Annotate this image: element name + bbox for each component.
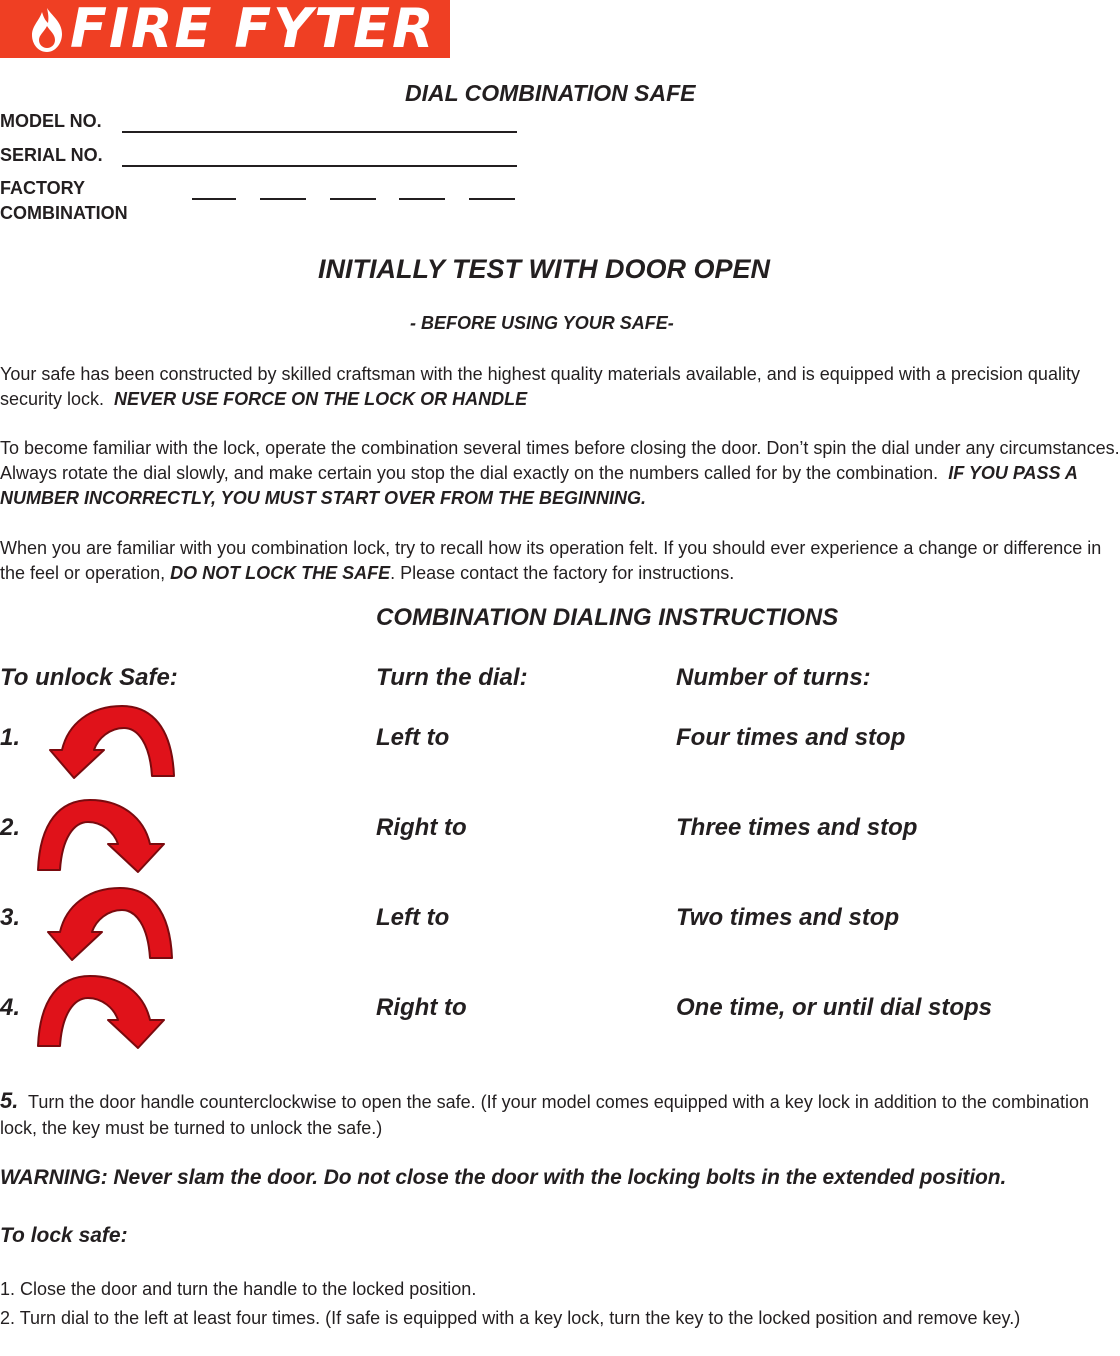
col-header-unlock: To unlock Safe: [0, 664, 178, 691]
combination-blank-5 [469, 198, 515, 200]
combination-blank-3 [330, 198, 376, 200]
paragraph-familiar-emphasis: IF YOU PASS A NUMBER INCORRECTLY, YOU MUST START OVER FROM THE BEGINNING. [0, 463, 1078, 508]
factory-combination-label-2: COMBINATION [0, 203, 128, 223]
step-2-number: 2. [0, 814, 21, 841]
brand-logo [0, 0, 450, 58]
lock-step-1: 1. Close the door and turn the handle to the locked position. [0, 1279, 477, 1299]
col-header-number: Number of turns: [676, 664, 871, 691]
model-number-label: MODEL NO. [0, 111, 102, 131]
paragraph-construction-emphasis: NEVER USE FORCE ON THE LOCK OR HANDLE [114, 389, 528, 409]
logo-text: FIRE FYTER [70, 0, 436, 60]
combination-blank-2 [260, 198, 306, 200]
before-heading: - BEFORE USING YOUR SAFE- [410, 313, 674, 333]
lock-step-2: 2. Turn dial to the left at least four times. (If safe is equipped with a key lock, turn the key to the locked position and remove key.) [0, 1308, 1021, 1328]
step-4-turns: One time, or until dial stops [676, 994, 993, 1021]
step-4-number: 4. [0, 994, 21, 1021]
step-1-number: 1. [0, 724, 21, 751]
step-5-number: 5. [0, 1088, 19, 1113]
step-5-paragraph [0, 1088, 1120, 1141]
serial-number-label: SERIAL NO. [0, 145, 103, 165]
col-header-turn: Turn the dial: [376, 664, 528, 691]
counterclockwise-arrow-icon [38, 882, 178, 962]
model-number-line [122, 131, 517, 133]
paragraph-construction [0, 362, 1120, 412]
step-3-direction: Left to [376, 904, 450, 931]
instructions-heading: COMBINATION DIALING INSTRUCTIONS [376, 604, 839, 631]
step-5-text: Turn the door handle counterclockwise to open the safe. (If your model comes equipped with a key lock in addition to the combination lock, the key must be turned to unlock the safe.) [0, 1092, 1089, 1138]
paragraph-feel [0, 536, 1120, 586]
step-2-direction: Right to [376, 814, 467, 841]
step-1-direction: Left to [376, 724, 450, 751]
serial-number-line [122, 165, 517, 167]
paragraph-familiar-text: To become familiar with the lock, operate the combination several times before closing the door. Don’t spin the dial under any circumstances. Always rotate the dial slowly, and make certain you stop the dial exactly on the numbers called for by the combination. [0, 438, 1120, 483]
step-2-turns: Three times and stop [676, 814, 918, 841]
flame-icon [26, 6, 68, 54]
paragraph-feel-text: When you are familiar with you combination lock, try to recall how its operation felt. If you should ever experience a change or difference in the feel or operation, [0, 538, 1102, 583]
step-3-number: 3. [0, 904, 21, 931]
lock-heading: To lock safe: [0, 1224, 128, 1247]
paragraph-familiar [0, 436, 1120, 511]
test-heading: INITIALLY TEST WITH DOOR OPEN [318, 254, 770, 284]
clockwise-arrow-icon [34, 970, 174, 1050]
counterclockwise-arrow-icon [40, 700, 180, 780]
paragraph-feel-text-after: . Please contact the factory for instructions. [390, 563, 735, 583]
combination-blank-1 [192, 198, 236, 200]
document-title: DIAL COMBINATION SAFE [405, 80, 696, 106]
factory-combination-label-1: FACTORY [0, 178, 86, 198]
paragraph-construction-text: Your safe has been constructed by skilled craftsman with the highest quality materials available, and is equipped with a precision quality security lock. [0, 364, 1080, 409]
warning-text: WARNING: Never slam the door. Do not close the door with the locking bolts in the extended position. [0, 1166, 1007, 1189]
clockwise-arrow-icon [34, 794, 174, 874]
combination-blank-4 [399, 198, 445, 200]
step-1-turns: Four times and stop [676, 724, 906, 751]
step-4-direction: Right to [376, 994, 467, 1021]
paragraph-feel-emphasis: DO NOT LOCK THE SAFE [170, 563, 391, 583]
step-3-turns: Two times and stop [676, 904, 900, 931]
